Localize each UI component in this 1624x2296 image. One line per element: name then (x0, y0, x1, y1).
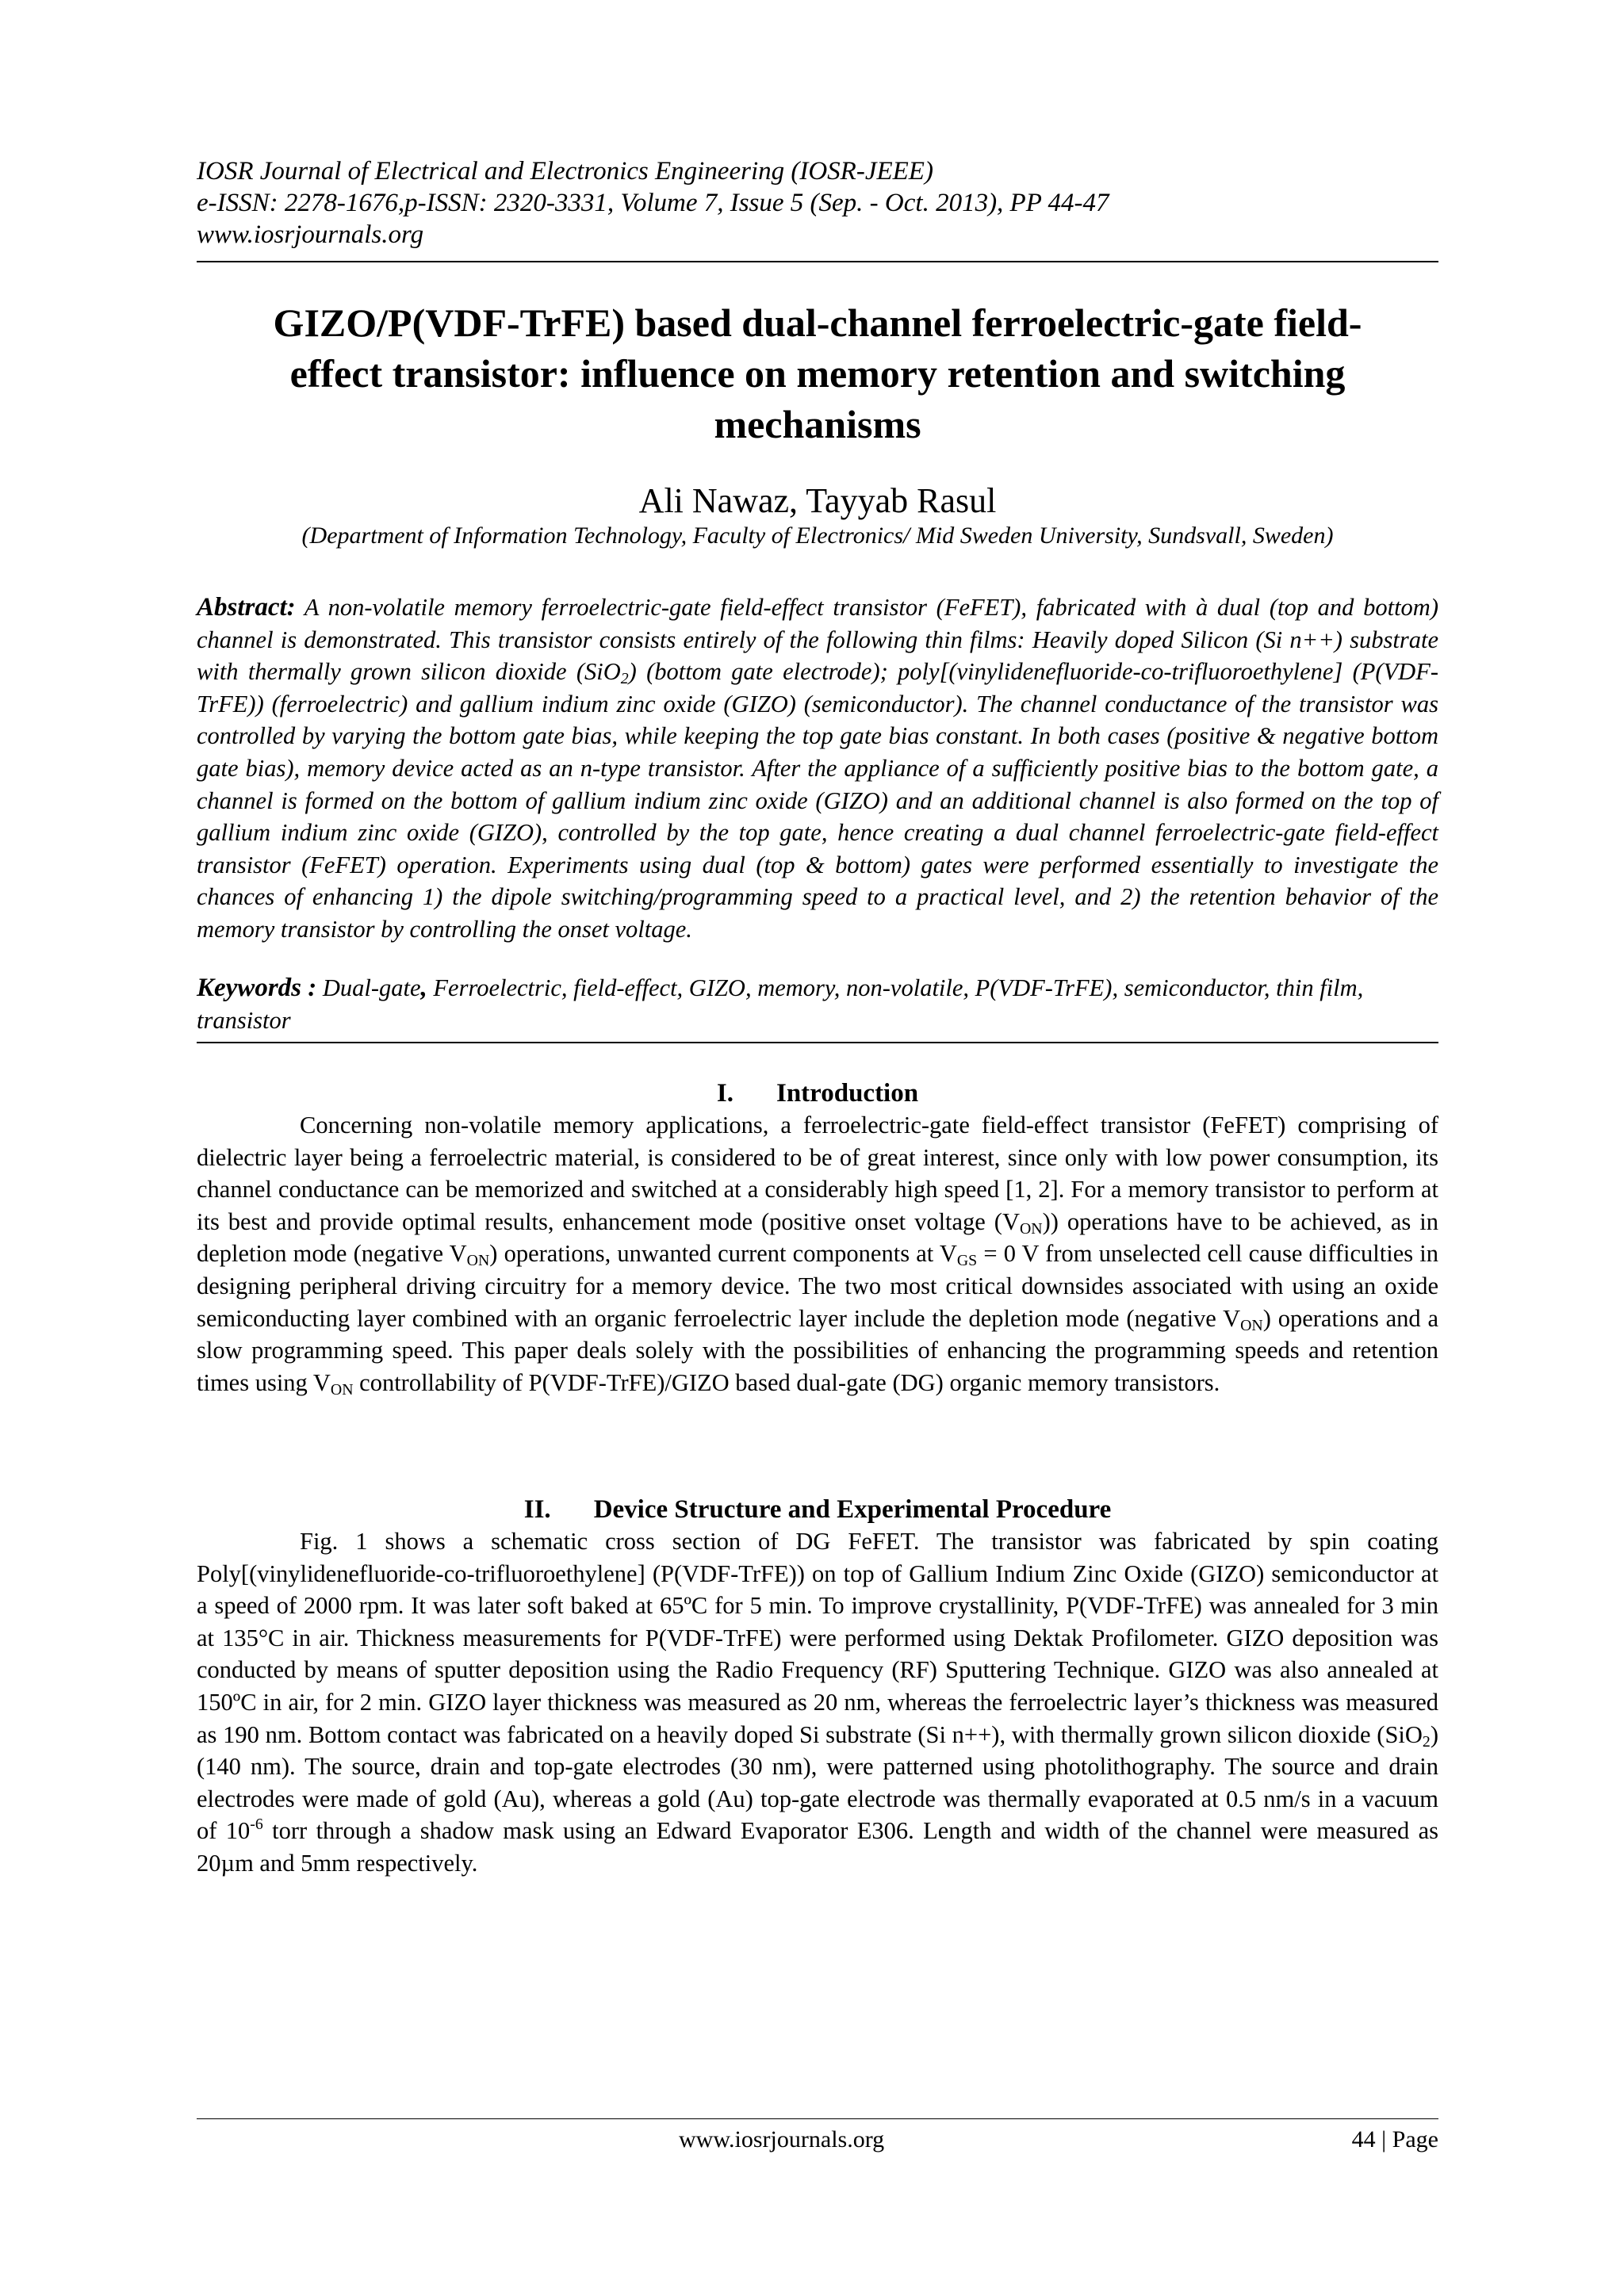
keywords-rest: Ferroelectric, field-effect, GIZO, memory, non-volatile, P(VDF-TrFE), semiconductor, thin film, transistor (197, 974, 1364, 1034)
subscript: GS (956, 1252, 978, 1270)
subscript: ON (1240, 1316, 1263, 1334)
journal-website: www.iosrjournals.org (197, 220, 424, 249)
device-text: ) (140 nm). The source, drain and top-gate electrodes (30 nm), were patterned using photolithography. The source and drain electrodes were made of gold (Au), whereas a gold (Au) top-gate electrode was thermally evaporated at 0.5 nm/s in a vacuum of 10 (197, 1720, 1438, 1845)
affiliation: (Department of Information Technology, Faculty of Electronics/ Mid Sweden University, Sundsvall, Sweden) (301, 522, 1334, 549)
abstract-text-1: A non-volatile memory ferroelectric-gate field-effect transistor (FeFET), fabricated with à dual (top and bottom) channel is demonstrated. This transistor consists entirely of the following thin films: Heavily doped Silicon (Si n++) substrate with thermally grown silicon dioxide (SiO (197, 594, 1438, 686)
subscript: ON (330, 1380, 354, 1399)
subscript: ON (1020, 1219, 1043, 1238)
abstract-label: Abstract: (197, 593, 296, 622)
footer-divider (197, 2118, 1438, 2119)
section-heading-device-structure (197, 1494, 1438, 1525)
subscript: 2 (1422, 1732, 1431, 1751)
section-title: Introduction (776, 1079, 919, 1108)
keywords-label: Keywords : (197, 974, 317, 1002)
header-divider (197, 261, 1438, 262)
section-title: Device Structure and Experimental Procedure (593, 1495, 1112, 1524)
device-text: torr through a shadow mask using an Edward Evaporator E306. Length and width of the channel were measured as 20µm and 5mm respectively. (197, 1817, 1438, 1877)
title-line-3: mechanisms (714, 402, 921, 446)
abstract-sub: 2 (620, 670, 629, 688)
intro-text: Concerning non-volatile memory applications, a ferroelectric-gate field-effect transistor (FeFET) comprising of dielectric layer being a ferroelectric material, is considered to be of great interest, since only with low power consumption, its channel conductance can be memorized and switched at a considerably high speed [1, 2]. For a memory transistor to perform at its best and provide optimal results, enhancement mode (positive onset voltage (V (197, 1112, 1438, 1235)
keywords (197, 972, 1438, 1036)
journal-issn: e-ISSN: 2278-1676,p-ISSN: 2320-3331, Volume 7, Issue 5 (Sep. - Oct. 2013), PP 44-47 (197, 189, 1109, 217)
abstract (197, 591, 1438, 946)
journal-header (197, 155, 1438, 251)
title-line-2: effect transistor: influence on memory retention and switching (289, 351, 1346, 396)
intro-text: ) operations, unwanted current components at V (489, 1240, 957, 1268)
subscript: ON (466, 1252, 490, 1270)
intro-text: )) operations have to be achieved, as in depletion mode (negative V (197, 1207, 1439, 1268)
authors: Ali Nawaz, Tayyab Rasul (638, 481, 997, 520)
intro-text: controllability of P(VDF-TrFE)/GIZO based dual-gate (DG) organic memory transistors. (353, 1368, 1220, 1396)
keywords-comma: , (420, 974, 427, 1002)
keywords-first: Dual-gate (316, 974, 421, 1001)
paper-title (197, 297, 1438, 450)
abstract-text-2: ) (bottom gate electrode); poly[(vinylidenefluoride-co-trifluoroethylene] (P(VDF-TrFE)) (ferroelectric) and gallium indium zinc oxide (GIZO) (semiconductor). The channel conductance of the transistor was controlled by varying the bottom gate bias, while keeping the top gate bias constant. In both cases (positive & negative bottom gate bias), memory device acted as an n-type transistor. After the appliance of a sufficiently positive bias to the bottom gate, a channel is formed on the bottom of gallium indium zinc oxide (GIZO) and an additional channel is also formed on the top of gallium indium zinc oxide (GIZO), controlled by the top gate, hence creating a dual channel ferroelectric-gate field-effect transistor (FeFET) operation. Experiments using dual (top & bottom) gates were performed essentially to investigate the chances of enhancing 1) the dipole switching/programming speed to a practical level, and 2) the retention behavior of the memory transistor by controlling the onset voltage. (197, 658, 1438, 943)
intro-text: = 0 V from unselected cell cause difficulties in designing peripheral driving circuitry for a memory device. The two most critical downsides associated with using an oxide semiconducting layer combined with an organic ferroelectric layer include the depletion mode (negative V (197, 1240, 1438, 1332)
section-heading-introduction (197, 1077, 1438, 1109)
superscript: -6 (250, 1816, 263, 1834)
title-line-1: GIZO/P(VDF-TrFE) based dual-channel ferroelectric-gate field- (273, 300, 1362, 345)
section-number: II. (523, 1495, 551, 1524)
page-number: 44 | Page (1351, 2126, 1438, 2152)
intro-text: ) operations and a slow programming speed. This paper deals solely with the possibilities of enhancing the programming speeds and retention times using V (197, 1304, 1438, 1396)
device-text: Fig. 1 shows a schematic cross section of DG FeFET. The transistor was fabricated by spin coating Poly[(vinylidenefluoride-co-trifluoroethylene] (P(VDF-TrFE)) on top of Gallium Indium Zinc Oxide (GIZO) semiconductor at a speed of 2000 rpm. It was later soft baked at 65ºC for 5 min. To improve crystallinity, P(VDF-TrFE) was annealed for 3 min at 135°C in air. Thickness measurements for P(VDF-TrFE) were performed using Dektak Profilometer. GIZO deposition was conducted by means of sputter deposition using the Radio Frequency (RF) Sputtering Technique. GIZO was also annealed at 150ºC in air, for 2 min. GIZO layer thickness was measured as 20 nm, whereas the ferroelectric layer’s thickness was measured as 190 nm. Bottom contact was fabricated on a heavily doped Si substrate (Si n++), with thermally grown silicon dioxide (SiO (197, 1528, 1438, 1748)
footer-website: www.iosrjournals.org (679, 2126, 885, 2152)
section-number: I. (716, 1079, 733, 1108)
keywords-divider (197, 1042, 1438, 1043)
device-structure-paragraph (197, 1525, 1438, 1880)
journal-name: IOSR Journal of Electrical and Electronics Engineering (IOSR-JEEE) (197, 157, 933, 186)
introduction-paragraph (197, 1109, 1438, 1399)
